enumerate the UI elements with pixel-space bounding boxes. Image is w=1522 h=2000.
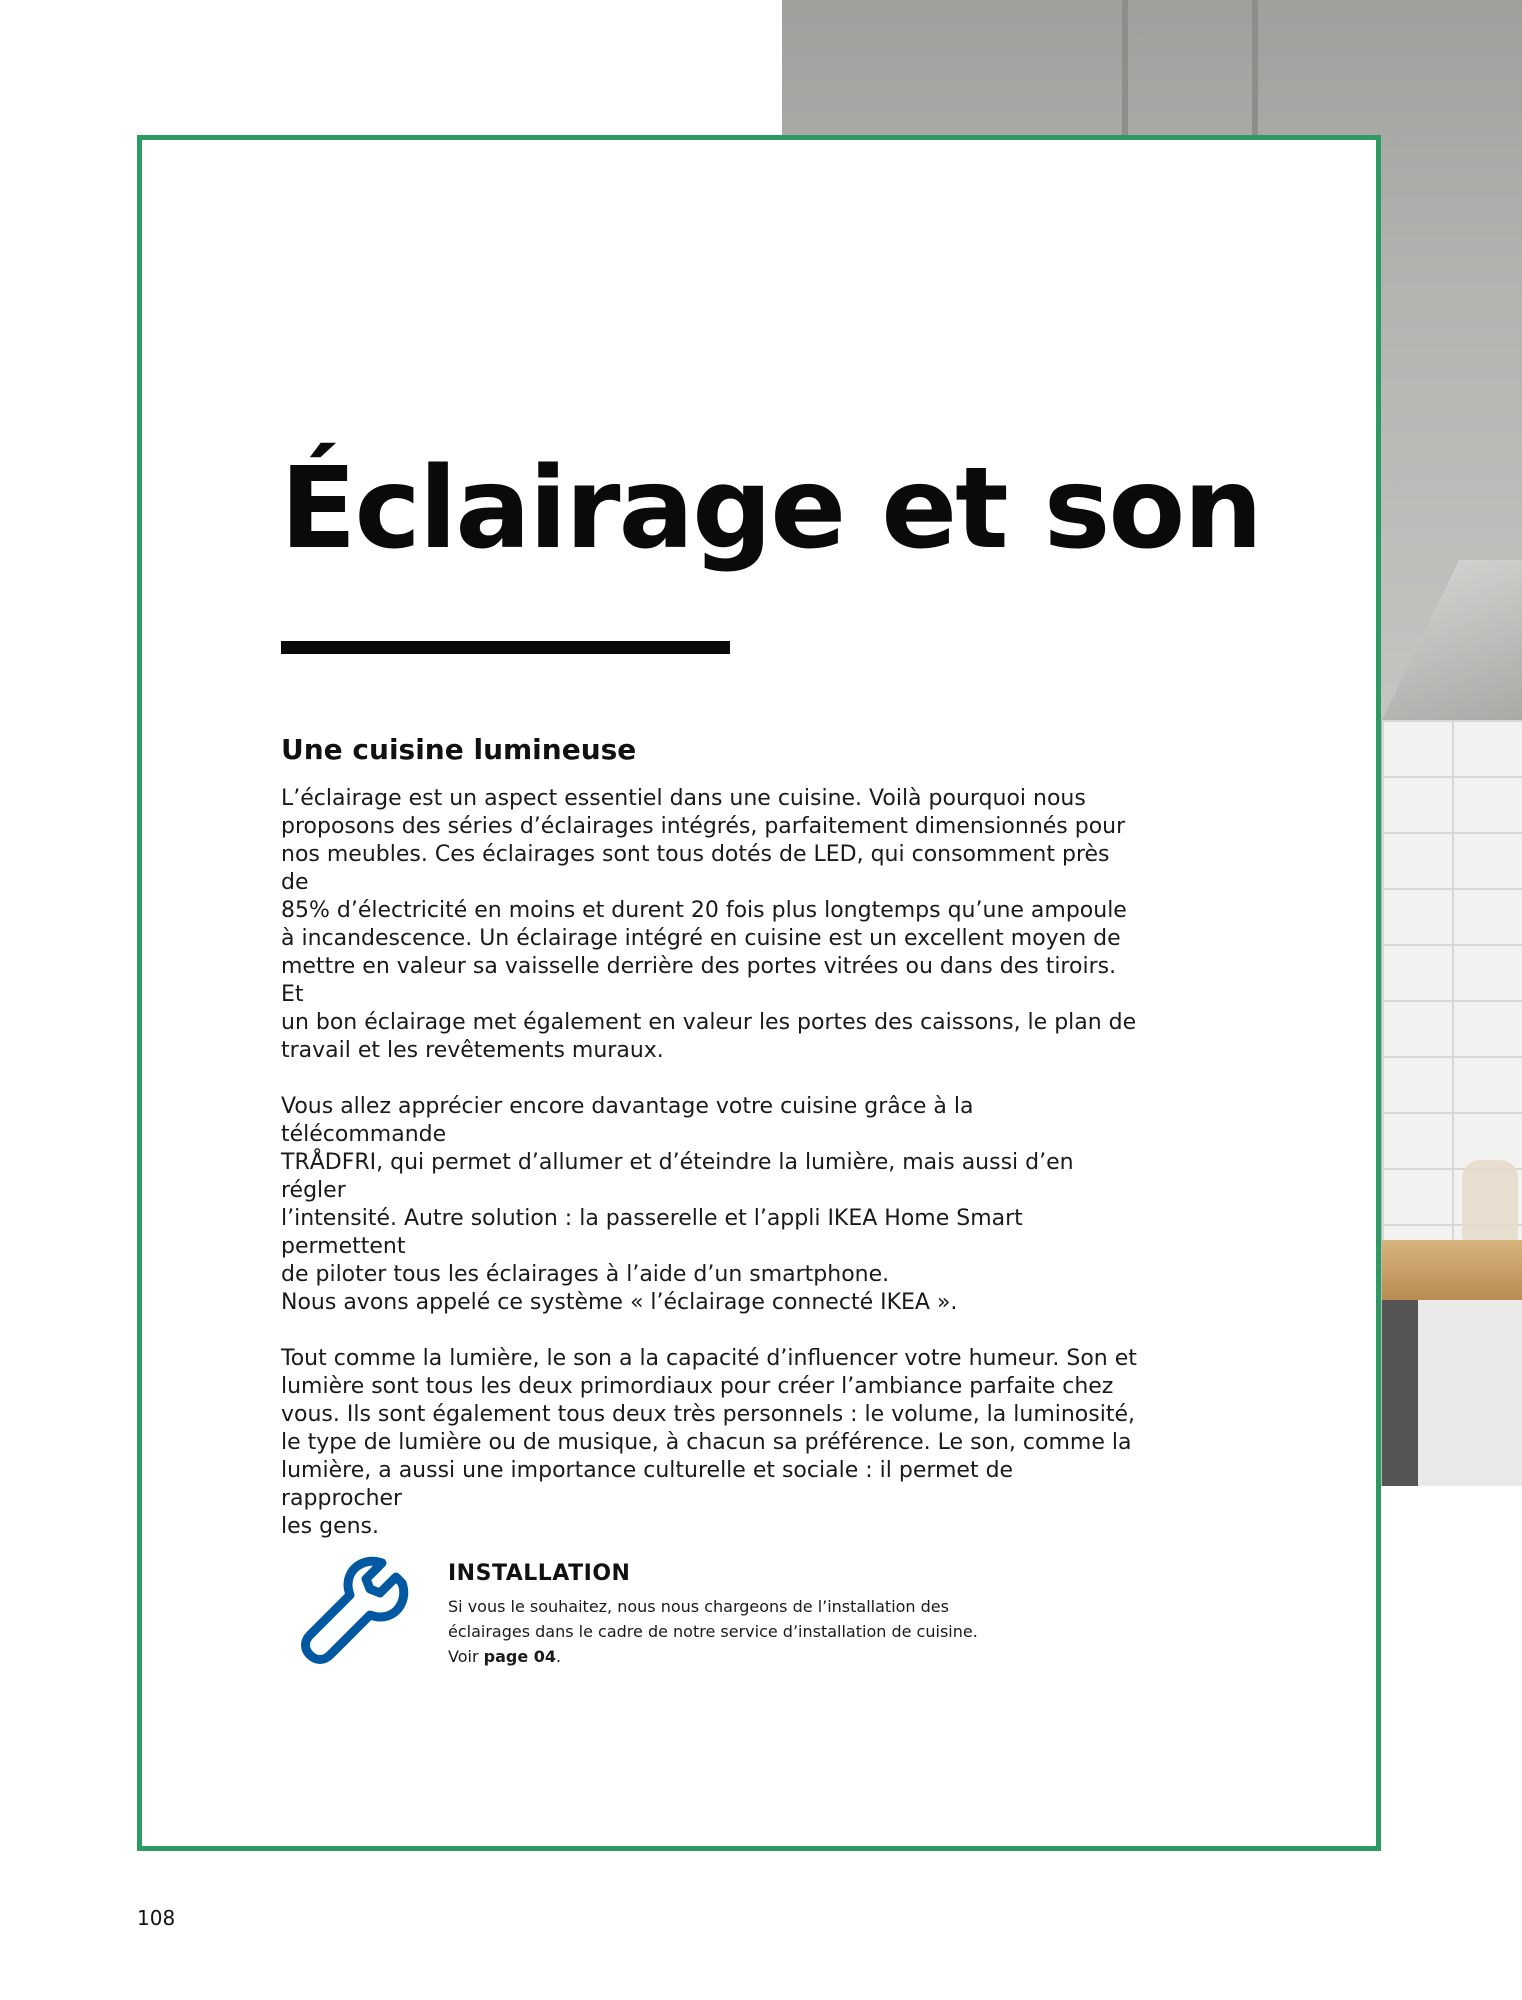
text-line: proposons des séries d’éclairages intégrés, parfaitement dimensionnés pour <box>281 814 1126 839</box>
text-line: TRÅDFRI, qui permet d’allumer et d’éteindre la lumière, mais aussi d’en régler <box>281 1150 1074 1203</box>
text-line: 85% d’électricité en moins et durent 20 fois plus longtemps qu’une ampoule <box>281 898 1127 923</box>
cabinet-gap <box>1252 0 1258 140</box>
text-line: éclairages dans le cadre de notre service d’installation de cuisine. <box>448 1622 978 1641</box>
cabinet-gap <box>1122 0 1128 140</box>
reference-prefix: Voir <box>448 1647 484 1666</box>
text-line: Tout comme la lumière, le son a la capacité d’influencer votre humeur. Son et <box>281 1346 1137 1371</box>
installation-text <box>448 1594 1048 1669</box>
text-line: Si vous le souhaitez, nous nous chargeons de l’installation des <box>448 1597 949 1616</box>
text-line: lumière sont tous les deux primordiaux pour créer l’ambiance parfaite chez <box>281 1374 1114 1399</box>
page-reference-link[interactable]: page 04 <box>483 1647 556 1666</box>
wrench-icon <box>300 1555 410 1665</box>
text-line: de piloter tous les éclairages à l’aide d’un smartphone. <box>281 1262 890 1287</box>
text-line: nos meubles. Ces éclairages sont tous dotés de LED, qui consomment près de <box>281 842 1110 895</box>
paragraph-sound <box>281 1345 1141 1541</box>
page-title: Éclairage et son <box>280 444 1262 574</box>
page-number: 108 <box>137 1906 176 1930</box>
body-text <box>281 785 1141 1569</box>
text-line: à incandescence. Un éclairage intégré en cuisine est un excellent moyen de <box>281 926 1121 951</box>
text-line: vous. Ils sont également tous deux très personnels : le volume, la luminosité, <box>281 1402 1135 1427</box>
installation-reference <box>448 1644 1048 1669</box>
paragraph-lighting <box>281 785 1141 1065</box>
text-line: Nous avons appelé ce système « l’éclairage connecté IKEA ». <box>281 1290 958 1315</box>
text-line: L’éclairage est un aspect essentiel dans une cuisine. Voilà pourquoi nous <box>281 786 1086 811</box>
text-line: les gens. <box>281 1514 380 1539</box>
text-line: mettre en valeur sa vaisselle derrière des portes vitrées ou dans des tiroirs. Et <box>281 954 1117 1007</box>
text-line: travail et les revêtements muraux. <box>281 1038 664 1063</box>
text-line: lumière, a aussi une importance culturelle et sociale : il permet de rapprocher <box>281 1458 1014 1511</box>
reference-suffix: . <box>556 1647 562 1666</box>
section-heading: Une cuisine lumineuse <box>281 733 637 766</box>
text-line: un bon éclairage met également en valeur les portes des caissons, le plan de <box>281 1010 1137 1035</box>
worktop <box>1382 1240 1522 1300</box>
title-underline <box>281 641 730 654</box>
oven-edge <box>1382 1300 1418 1486</box>
glass-jar <box>1462 1160 1518 1244</box>
text-line: Vous allez apprécier encore davantage votre cuisine grâce à la télécommande <box>281 1094 974 1147</box>
text-line: l’intensité. Autre solution : la passerelle et l’appli IKEA Home Smart permettent <box>281 1206 1023 1259</box>
text-line: le type de lumière ou de musique, à chacun sa préférence. Le son, comme la <box>281 1430 1132 1455</box>
paragraph-smart-lighting <box>281 1093 1141 1317</box>
installation-title: INSTALLATION <box>448 1561 631 1586</box>
